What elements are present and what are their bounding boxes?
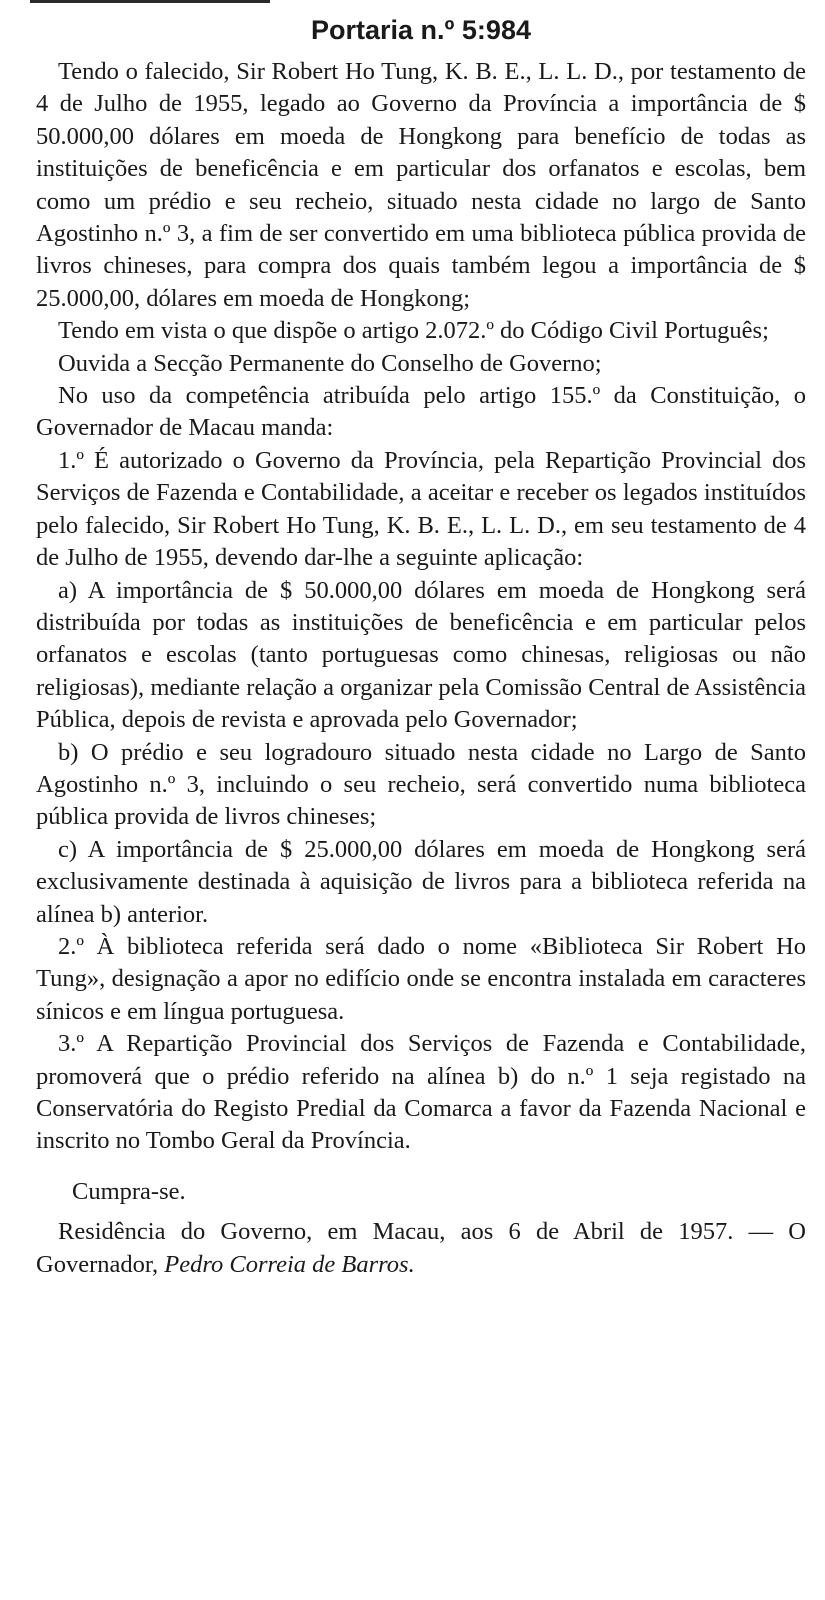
document-page — [36, 12, 806, 1281]
paragraph-article-3: 3.º A Repartição Provincial dos Serviços de Fazenda e Contabilidade, promoverá que o prédio referido na alínea b) do n.º 1 seja registado na Conservatória do Registo Predial da Comarca a favor da Fazenda Nacional e inscrito no Tombo Geral da Província. — [36, 1030, 806, 1155]
document-title: Portaria n.º 5:984 — [311, 15, 531, 45]
paragraph-legal-basis: Tendo em vista o que dispõe o artigo 2.072.º do Código Civil Português; — [58, 317, 769, 345]
paragraph-article-1: 1.º É autorizado o Governo da Província, pela Repartição Provincial dos Serviços de Fazenda e Contabilidade, a aceitar e receber os legados instituídos pelo falecido, Sir Robert Ho Tung, K. B. E., L. L. D., em seu testamento de 4 de Julho de 1955, devendo dar-lhe a seguinte aplicação: — [36, 446, 806, 572]
top-rule — [30, 0, 270, 3]
paragraph-item-b: b) O prédio e seu logradouro situado nesta cidade no Largo de Santo Agostinho n.º 3, incluindo o seu recheio, será convertido numa biblioteca pública provida de livros chineses; — [36, 738, 806, 831]
paragraph-item-c: c) A importância de $ 25.000,00 dólares em moeda de Hongkong será exclusivamente destinada à aquisição de livros para a biblioteca referida na alínea b) anterior. — [36, 835, 806, 928]
governor-signature: Pedro Correia de Barros. — [164, 1250, 415, 1278]
closing-line: Cumpra-se. — [72, 1177, 186, 1205]
paragraph-competence: No uso da competência atribuída pelo artigo 155.º da Constituição, o Governador de Macau manda: — [36, 382, 806, 442]
signoff — [36, 1216, 806, 1281]
paragraph-item-a: a) A importância de $ 50.000,00 dólares em moeda de Hongkong será distribuída por todas as instituições de beneficência e em particular pelos orfanatos e escolas (tanto portuguesas como chinesas, religiosas ou não religiosas), mediante relação a organizar pela Comissão Central de Assistência Pública, depois de revista e aprovada pelo Governador; — [36, 576, 806, 734]
paragraph-article-2: 2.º À biblioteca referida será dado o nome «Biblioteca Sir Robert Ho Tung», designação a apor no edifício onde se encontra instalada em caracteres sínicos e em língua portuguesa. — [36, 932, 806, 1025]
paragraph-preamble: Tendo o falecido, Sir Robert Ho Tung, K. B. E., L. L. D., por testamento de 4 de Julho de 1955, legado ao Governo da Província a importância de $ 50.000,00 dólares em moeda de Hongkong para benefício de todas as instituições de beneficência e em particular dos orfanatos e escolas, bem como um prédio e seu recheio, situado nesta cidade no largo de Santo Agostinho n.º 3, a fim de ser convertido em uma biblioteca pública provida de livros chineses, para compra dos quais também legou a importância de $ 25.000,00, dólares em moeda de Hongkong; — [36, 58, 806, 312]
signoff-text: Residência do Governo, em Macau, aos 6 de Abril de 1957. — O Governador, — [36, 1218, 806, 1278]
paragraph-council-hearing: Ouvida a Secção Permanente do Conselho de Governo; — [58, 349, 602, 377]
